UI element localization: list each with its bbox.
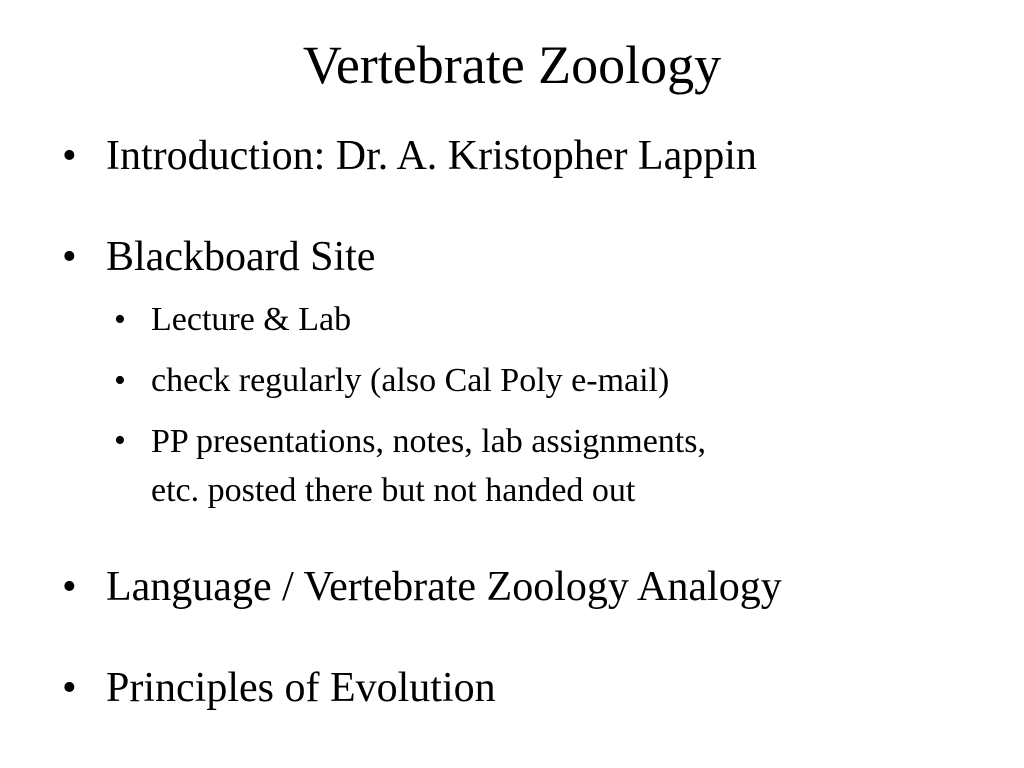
sub-bullet-icon: • [114,301,126,338]
sub-bullet-text-line: etc. posted there but not handed out [151,472,636,509]
sub-bullet-text: check regularly (also Cal Poly e-mail) [151,362,670,399]
bullet-icon: • [62,234,77,280]
sub-bullet-text: Lecture & Lab [151,301,352,338]
slide-title: Vertebrate Zoology [302,35,722,95]
bullet-icon: • [62,665,77,711]
bullet-icon: • [62,564,77,610]
bullet-text: Blackboard Site [106,234,376,280]
bullet-text: Principles of Evolution [106,665,496,711]
bullet-text: Introduction: Dr. A. Kristopher Lappin [106,133,757,179]
bullet-text: Language / Vertebrate Zoology Analogy [106,564,782,610]
sub-bullet-text-line: PP presentations, notes, lab assignments, [151,423,706,460]
sub-bullet-icon: • [114,362,126,399]
sub-bullet-icon: • [114,422,126,459]
sub-bullet-text-block [151,417,706,515]
bullet-icon: • [62,133,77,179]
